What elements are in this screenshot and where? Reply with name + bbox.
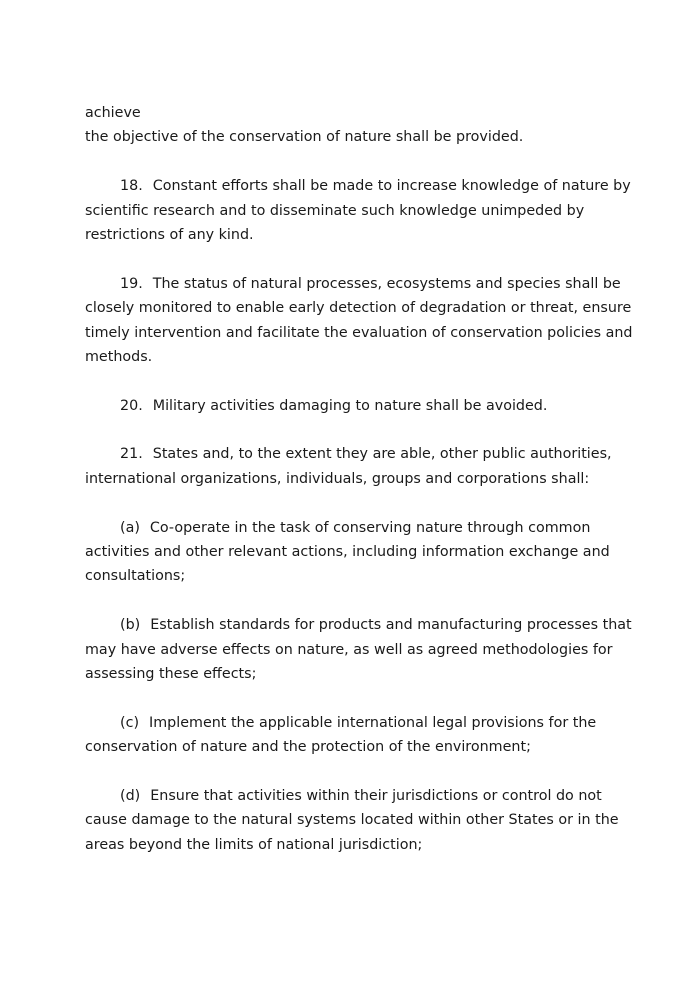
text-line: States and, to the extent they are able, other public authorities,: [152, 446, 612, 463]
subparagraph-label: (d): [120, 787, 141, 804]
paragraph-number: 21.: [120, 446, 143, 463]
text-line: Implement the applicable international legal provisions for the: [149, 714, 597, 731]
text-line: areas beyond the limits of national jurisdiction;: [85, 836, 423, 853]
text-line: the objective of the conservation of nature shall be provided.: [85, 129, 524, 146]
subparagraph-label: (a): [120, 519, 140, 536]
text-line: assessing these effects;: [85, 665, 257, 682]
text-line: Ensure that activities within their jurisdictions or control do not: [150, 787, 602, 804]
paragraph-number: 18.: [120, 178, 143, 195]
text-line: restrictions of any kind.: [85, 226, 254, 243]
paragraph-spacer: [85, 760, 605, 784]
text-line: Military activities damaging to nature shall be avoided.: [152, 397, 548, 414]
subparagraph-b: [85, 613, 632, 686]
paragraph-spacer: [85, 150, 605, 174]
text-line: Establish standards for products and manufacturing processes that: [150, 617, 632, 634]
text-line: Co-operate in the task of conserving nature through common: [149, 519, 591, 536]
paragraph-spacer: [85, 589, 605, 613]
text-line: closely monitored to enable early detection of degradation or threat, ensure: [85, 300, 632, 317]
paragraph-spacer: [85, 491, 605, 515]
paragraph-spacer: [85, 686, 605, 710]
text-line: timely intervention and facilitate the evaluation of conservation policies and: [85, 324, 633, 341]
paragraph-spacer: [85, 247, 605, 271]
document-page: [85, 101, 633, 857]
text-line: consultations;: [85, 568, 186, 585]
text-line: The status of natural processes, ecosystems and species shall be: [152, 275, 621, 292]
paragraph-spacer: [85, 418, 605, 442]
subparagraph-c: [85, 711, 605, 760]
paragraph-number: 20.: [120, 397, 143, 414]
text-line: international organizations, individuals, groups and corporations shall:: [85, 470, 590, 487]
text-line: scientific research and to disseminate such knowledge unimpeded by: [85, 202, 585, 219]
subparagraph-label: (b): [120, 617, 141, 634]
text-line: activities and other relevant actions, including information exchange and: [85, 544, 610, 561]
text-line: may have adverse effects on nature, as well as agreed methodologies for: [85, 641, 613, 658]
text-line: conservation of nature and the protection of the environment;: [85, 739, 531, 756]
paragraph-18: [85, 174, 631, 247]
paragraph-number: 19.: [120, 275, 143, 292]
text-line: achieve: [85, 105, 141, 121]
paragraph-20: [85, 394, 605, 418]
subparagraph-a: [85, 516, 610, 589]
subparagraph-d: [85, 784, 619, 857]
text-line: Constant efforts shall be made to increase knowledge of nature by: [152, 178, 631, 195]
paragraph-21: [85, 442, 612, 491]
paragraph-spacer: [85, 369, 605, 393]
text-line: cause damage to the natural systems located within other States or in the: [85, 812, 619, 829]
continuation-text: [85, 101, 605, 150]
text-line: methods.: [85, 348, 153, 365]
paragraph-19: [85, 272, 633, 370]
subparagraph-label: (c): [120, 714, 140, 731]
